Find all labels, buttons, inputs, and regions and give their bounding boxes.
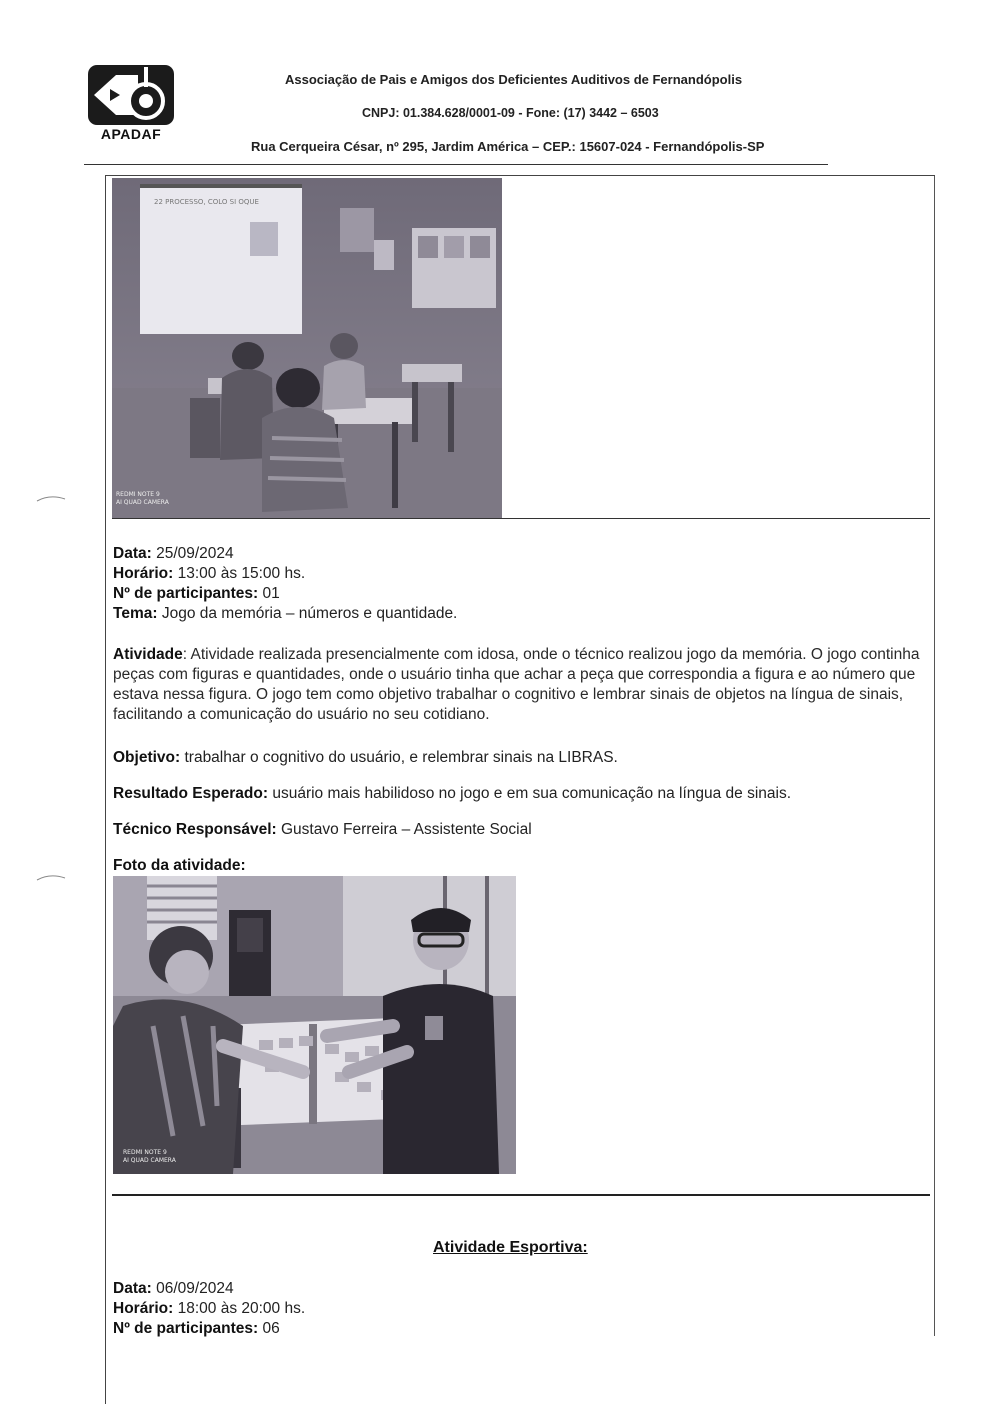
section-divider	[112, 1194, 930, 1196]
section-divider	[112, 518, 930, 519]
header-divider	[84, 164, 828, 165]
org-name: Associação de Pais e Amigos dos Deficientes Auditivos de Fernandópolis	[285, 72, 743, 87]
participants-line: Nº de participantes: 01	[113, 585, 280, 602]
frame-right-border	[934, 176, 935, 1336]
projector-text: 22 PROCESSO, COLO SI OQUE	[154, 198, 259, 206]
time-line: Horário: 13:00 às 15:00 hs.	[113, 565, 306, 582]
scan-mark	[36, 873, 66, 881]
cnpj-phone: CNPJ: 01.384.628/0001-09 - Fone: (17) 3442 – 6503	[362, 106, 659, 120]
memory-game-photo	[113, 876, 516, 1174]
apadaf-logo	[86, 63, 176, 143]
expected-result-line: Resultado Esperado: usuário mais habilidoso no jogo e em sua comunicação na língua de sinais.	[113, 785, 792, 802]
technician-line: Técnico Responsável: Gustavo Ferreira – Assistente Social	[113, 821, 532, 838]
photo-caption: Foto da atividade:	[113, 857, 246, 874]
classroom-photo	[112, 178, 502, 518]
date-line: Data: 06/09/2024	[113, 1280, 234, 1297]
camera-stamp: REDMI NOTE 9	[123, 1149, 167, 1156]
letterhead	[0, 0, 992, 175]
frame-left-border	[105, 175, 106, 1404]
camera-stamp: AI QUAD CAMERA	[123, 1157, 176, 1164]
date-line: Data: 25/09/2024	[113, 545, 234, 562]
participants-line: Nº de participantes: 06	[113, 1320, 280, 1337]
theme-line: Tema: Jogo da memória – números e quantidade.	[113, 605, 458, 622]
scan-mark	[36, 494, 66, 502]
time-line: Horário: 18:00 às 20:00 hs.	[113, 1300, 306, 1317]
activity-description: Atividade: Atividade realizada presencialmente com idosa, onde o técnico realizou jogo da memória. O jogo continha peças com figuras e quantidades, onde o usuário tinha que achar a peça que correspondia a figura e ao número que estava nessa figura. O jogo tem como objetivo trabalhar o cognitivo e lembrar sinais de objetos na língua de sinais, facilitando a comunicação do usuário no seu cotidiano.	[113, 646, 920, 723]
objective-line: Objetivo: trabalhar o cognitivo do usuário, e relembrar sinais na LIBRAS.	[113, 749, 618, 766]
apadaf-logo-mark-icon	[86, 63, 176, 125]
camera-stamp: REDMI NOTE 9	[116, 491, 160, 498]
address: Rua Cerqueira César, nº 295, Jardim América – CEP.: 15607-024 - Fernandópolis-SP	[251, 139, 765, 154]
camera-stamp: AI QUAD CAMERA	[116, 499, 169, 506]
sports-activity-title: Atividade Esportiva:	[433, 1239, 588, 1256]
frame-top-border	[105, 175, 935, 176]
logo-text: APADAF	[100, 126, 162, 142]
